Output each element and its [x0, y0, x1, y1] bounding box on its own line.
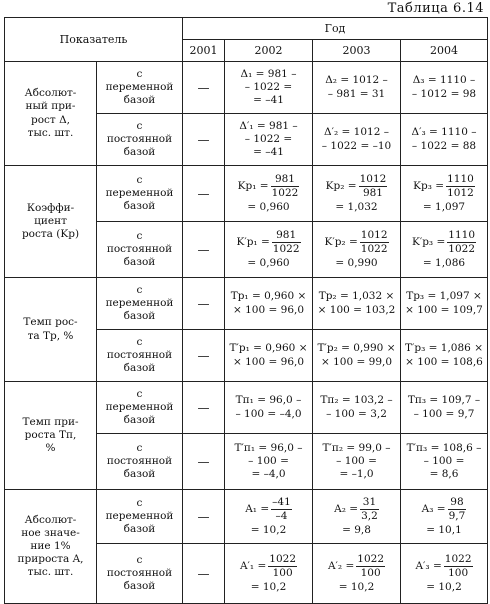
value-2002 — [225, 222, 313, 278]
value-2003 — [313, 166, 401, 222]
indicator-name: Темп при- роста Tп, % — [5, 382, 97, 490]
formula-result: = 1,097 — [422, 200, 466, 213]
fraction-numerator: 1012 — [359, 173, 388, 187]
formula-lhs: Kр₁ = — [237, 180, 269, 193]
table-caption: Таблица 6.14 — [387, 1, 484, 16]
value-2001: — — [183, 114, 225, 166]
year-2003-header: 2003 — [313, 40, 401, 62]
base-type: с постоянной базой — [97, 330, 183, 382]
fraction-denominator: 1022 — [360, 243, 388, 256]
formula-result: = 10,1 — [426, 523, 462, 536]
fraction — [359, 173, 388, 200]
value-2003: Tп₂ = 103,2 – – 100 = 3,2 — [313, 382, 401, 434]
fraction-numerator: 981 — [272, 229, 301, 243]
base-type: с переменной базой — [97, 490, 183, 544]
value-2001: — — [183, 62, 225, 114]
indicator-header: Показатель — [5, 18, 183, 62]
base-type: с переменной базой — [97, 278, 183, 330]
fraction-denominator: 1012 — [447, 187, 474, 200]
value-2003: Δ₂ = 1012 – – 981 = 31 — [313, 62, 401, 114]
fraction — [272, 229, 301, 256]
value-2001: — — [183, 544, 225, 604]
fraction — [444, 553, 473, 580]
value-2001: — — [183, 382, 225, 434]
indicator-name: Абсолют- ное значе- ние 1% прироста A, тыс. шт. — [5, 490, 97, 604]
year-2004-header: 2004 — [401, 40, 488, 62]
table-row — [5, 62, 488, 114]
value-2004 — [401, 544, 488, 604]
base-type: с постоянной базой — [97, 222, 183, 278]
base-type: с переменной базой — [97, 382, 183, 434]
fraction-numerator: 1022 — [356, 553, 385, 567]
value-2003 — [313, 544, 401, 604]
value-2002: Tр₁ = 0,960 × × 100 = 96,0 — [225, 278, 313, 330]
fraction-denominator: 100 — [272, 567, 293, 580]
formula-result: = 0,960 — [247, 200, 290, 213]
formula-result: = 10,2 — [426, 580, 462, 593]
value-2001: — — [183, 222, 225, 278]
fraction — [271, 173, 300, 200]
formula-lhs: K′р₁ = — [236, 236, 270, 249]
indicator-name: Коэффи- циент роста (Kр) — [5, 166, 97, 278]
table-row — [5, 166, 488, 222]
formula-result: = 1,086 — [422, 256, 466, 269]
formula-lhs: A′₁ = — [239, 560, 267, 573]
base-type: с переменной базой — [97, 62, 183, 114]
fraction — [360, 229, 389, 256]
year-header: Год — [183, 18, 488, 40]
value-2002: Δ₁ = 981 – – 1022 = = –41 — [225, 62, 313, 114]
value-2002: T′п₁ = 96,0 – – 100 = = –4,0 — [225, 434, 313, 490]
table-row — [5, 382, 488, 434]
value-2004: Tп₃ = 109,7 – – 100 = 9,7 — [401, 382, 488, 434]
formula-lhs: Kр₃ = — [413, 180, 445, 193]
fraction-denominator: 1022 — [448, 243, 476, 256]
fraction-denominator: 3,2 — [361, 510, 378, 523]
value-2004: T′п₃ = 108,6 – – 100 = = 8,6 — [401, 434, 488, 490]
fraction-denominator: 9,7 — [448, 510, 466, 523]
value-2001: — — [183, 490, 225, 544]
value-2004: Tр₃ = 1,097 × × 100 = 109,7 — [401, 278, 488, 330]
value-2001: — — [183, 166, 225, 222]
value-2002: Δ′₁ = 981 – – 1022 = = –41 — [225, 114, 313, 166]
table-row — [5, 278, 488, 330]
fraction-numerator: 1022 — [268, 553, 297, 567]
formula-lhs: A′₂ = — [327, 560, 355, 573]
fraction — [447, 229, 476, 256]
fraction-numerator: 98 — [448, 496, 467, 510]
value-2001: — — [183, 278, 225, 330]
fraction-numerator: 1022 — [444, 553, 473, 567]
value-2004: Δ′₃ = 1110 – – 1022 = 88 — [401, 114, 488, 166]
formula-lhs: A₂ = — [334, 503, 359, 516]
fraction-denominator: 100 — [448, 567, 469, 580]
fraction-denominator: 1022 — [272, 243, 300, 256]
formula-lhs: K′р₃ = — [411, 236, 446, 249]
formula-lhs: K′р₂ = — [324, 236, 358, 249]
formula-result: = 0,960 — [247, 256, 290, 269]
base-type: с переменной базой — [97, 166, 183, 222]
value-2004: T′р₃ = 1,086 × × 100 = 108,6 — [401, 330, 488, 382]
fraction-denominator: 981 — [362, 187, 383, 200]
value-2002: Tп₁ = 96,0 – – 100 = –4,0 — [225, 382, 313, 434]
formula-lhs: Kр₂ = — [325, 180, 357, 193]
indicator-name: Абсолют- ный при- рост Δ, тыс. шт. — [5, 62, 97, 166]
year-2002-header: 2002 — [225, 40, 313, 62]
fraction-numerator: 981 — [271, 173, 300, 187]
fraction-numerator: 1110 — [446, 173, 475, 187]
fraction-numerator: 1110 — [447, 229, 476, 243]
value-2004 — [401, 222, 488, 278]
value-2001: — — [183, 434, 225, 490]
value-2002 — [225, 490, 313, 544]
indicator-name: Темп рос- та Tр, % — [5, 278, 97, 382]
value-2002: T′р₁ = 0,960 × × 100 = 96,0 — [225, 330, 313, 382]
value-2003: T′р₂ = 0,990 × × 100 = 99,0 — [313, 330, 401, 382]
value-2003: Δ′₂ = 1012 – – 1022 = –10 — [313, 114, 401, 166]
base-type: с постоянной базой — [97, 434, 183, 490]
value-2003 — [313, 222, 401, 278]
fraction-numerator: –41 — [271, 496, 292, 510]
value-2004: Δ₃ = 1110 – – 1012 = 98 — [401, 62, 488, 114]
formula-result: = 10,2 — [250, 580, 287, 593]
formula-result: = 0,990 — [335, 256, 378, 269]
fraction-denominator: 100 — [360, 567, 381, 580]
statistics-table — [4, 17, 488, 604]
value-2004 — [401, 166, 488, 222]
fraction — [448, 496, 467, 523]
formula-result: = 10,2 — [250, 523, 287, 536]
year-2001-header: 2001 — [183, 40, 225, 62]
fraction-numerator: 31 — [360, 496, 379, 510]
value-2003 — [313, 490, 401, 544]
formula-result: = 1,032 — [335, 200, 378, 213]
base-type: с постоянной базой — [97, 544, 183, 604]
fraction — [271, 496, 292, 523]
fraction — [268, 553, 297, 580]
base-type: с постоянной базой — [97, 114, 183, 166]
value-2002 — [225, 544, 313, 604]
formula-result: = 10,2 — [338, 580, 375, 593]
formula-lhs: A₃ = — [421, 503, 446, 516]
formula-result: = 9,8 — [342, 523, 371, 536]
fraction — [356, 553, 385, 580]
value-2002 — [225, 166, 313, 222]
fraction — [360, 496, 379, 523]
value-2004 — [401, 490, 488, 544]
value-2003: Tр₂ = 1,032 × × 100 = 103,2 — [313, 278, 401, 330]
value-2001: — — [183, 330, 225, 382]
fraction-numerator: 1012 — [360, 229, 389, 243]
value-2003: T′п₂ = 99,0 – – 100 = = –1,0 — [313, 434, 401, 490]
fraction-denominator: 1022 — [271, 187, 299, 200]
table-row — [5, 490, 488, 544]
fraction-denominator: –4 — [275, 510, 288, 523]
formula-lhs: A′₃ = — [415, 560, 442, 573]
fraction — [446, 173, 475, 200]
formula-lhs: A₁ = — [245, 503, 270, 516]
